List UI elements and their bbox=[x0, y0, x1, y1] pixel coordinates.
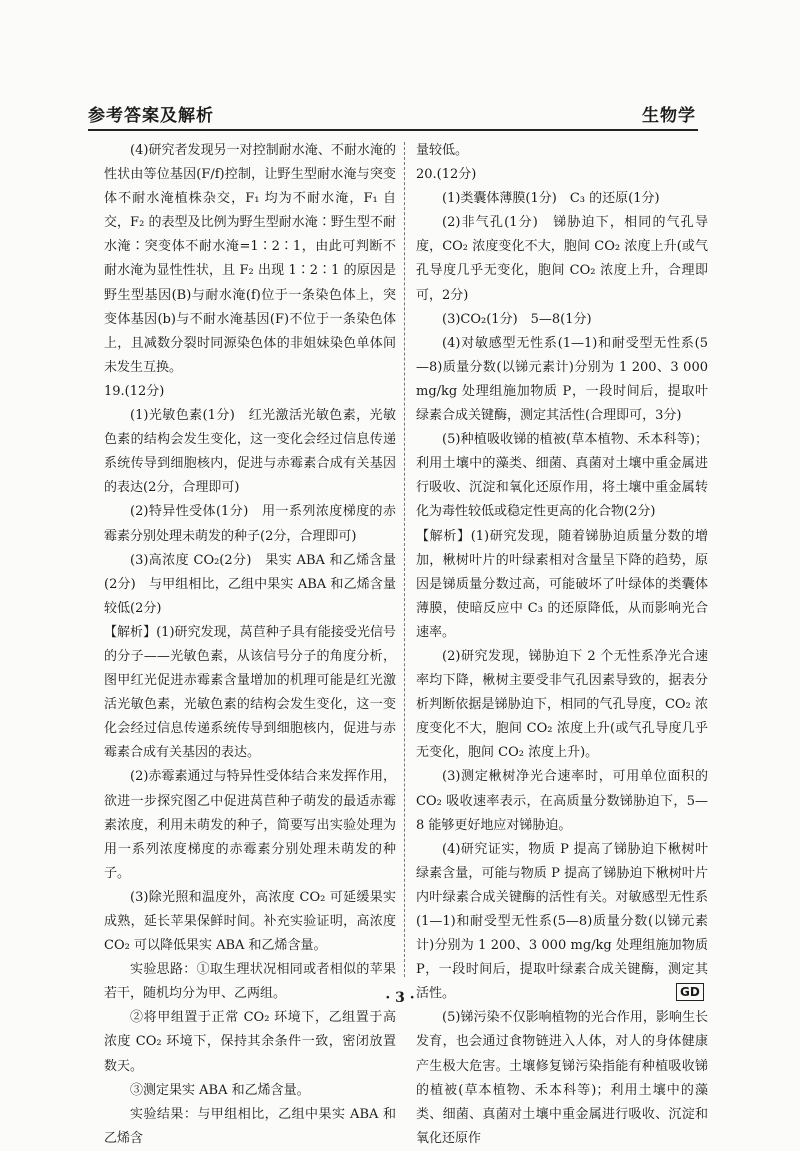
edition-badge: GD bbox=[676, 983, 704, 1001]
paragraph: (5)锑污染不仅影响植物的光合作用，影响生长发育，也会通过食物链进入人体，对人的身体健康产生极大危害。土壤修复锑污染指能有种植吸收锑的植被(草本植物、禾本科等)；利用土壤中的藻类、细菌、真菌对土壤中重金属进行吸收、沉淀和氧化还原作 bbox=[416, 1010, 708, 1146]
page-number: · 3 · bbox=[385, 990, 415, 1006]
paragraph: (4)研究证实，物质 P 提高了锑胁迫下楸树叶绿素含量，可能与物质 P 提高了锑胁迫下楸树叶片内叶绿素合成关键酶的活性有关。对敏感型无性系(1—1)和耐受型无性系(5—8)质量分数(以锑元素计)分别为 1 200、3 000 mg/kg 处理组施加物质 P，一段时间后，提取叶绿素合成关键酶，测定其活性。 bbox=[416, 841, 708, 1002]
paragraph: (3)CO₂(1分) 5—8(1分) bbox=[442, 311, 592, 327]
paragraph: 量较低。 bbox=[416, 143, 469, 158]
header-subject: 生物学 bbox=[642, 106, 696, 126]
question-number: 20.(12分) bbox=[416, 167, 477, 183]
question-number: 19.(12分) bbox=[104, 383, 165, 399]
paragraph: (3)高浓度 CO₂(2分) 果实 ABA 和乙烯含量(2分) 与甲组相比，乙组中果实 ABA 和乙烯含量较低(2分) bbox=[104, 552, 396, 616]
column-divider bbox=[404, 142, 405, 977]
paragraph: (2)非气孔(1分) 锑胁迫下，相同的气孔导度，CO₂ 浓度变化不大，胞间 CO₂ 浓度上升(或气孔导度几乎无变化，胞间 CO₂ 浓度上升，合理即可，2分) bbox=[416, 215, 708, 303]
paragraph: (4)对敏感型无性系(1—1)和耐受型无性系(5—8)质量分数(以锑元素计)分别为 1 200、3 000 mg/kg 处理组施加物质 P，一段时间后，提取叶绿素合成关键酶，测定其活性(合理即可，3分) bbox=[416, 335, 708, 424]
paragraph: ③测定果实 ABA 和乙烯含量。 bbox=[130, 1082, 310, 1098]
header-rule bbox=[88, 129, 698, 131]
paragraph: (2)研究发现，锑胁迫下 2 个无性系净光合速率均下降，楸树主要受非气孔因素导致的，据表分析判断依据是锑胁迫下，相同的气孔导度，CO₂ 浓度变化不大，胞间 CO₂ 浓度上升(或气孔导度几乎无变化，胞间 CO₂ 浓度上升)。 bbox=[416, 648, 708, 761]
paragraph: ②将甲组置于正常 CO₂ 环境下，乙组置于高浓度 CO₂ 环境下，保持其余条件一致，密闭放置数天。 bbox=[104, 1010, 396, 1074]
paragraph: (1)类囊体薄膜(1分) C₃ 的还原(1分) bbox=[442, 191, 660, 207]
paragraph: (4)研究者发现另一对控制耐水淹、不耐水淹的性状由等位基因(F/f)控制，让野生型耐水淹与突变体不耐水淹植株杂交，F₁ 均为不耐水淹，F₁ 自交，F₂ 的表型及比例为野生型耐水淹∶野生型不耐水淹∶突变体不耐水淹=1∶2∶1，由此可判断不耐水淹为显性性状，且 F₂ 出现 1∶2∶1 的原因是野生型基因(B)与耐水淹(f)位于一条染色体上，突变体基因(b)与不耐水淹基因(F)不位于一条染色体上，且减数分裂时同源染色体的非姐妹染色单体间未发生互换。 bbox=[104, 143, 396, 375]
left-column bbox=[104, 139, 396, 1151]
paragraph: (5)种植吸收锑的植被(草本植物、禾本科等)；利用土壤中的藻类、细菌、真菌对土壤中重金属进行吸收、沉淀和氧化还原作用，将土壤中重金属转化为毒性较低或稳定性更高的化合物(2分) bbox=[416, 432, 708, 520]
paragraph: (2)特异性受体(1分) 用一系列浓度梯度的赤霉素分别处理未萌发的种子(2分，合理即可) bbox=[104, 504, 396, 544]
page-header bbox=[88, 97, 698, 133]
paragraph: (3)除光照和温度外，高浓度 CO₂ 可延缓果实成熟，延长苹果保鲜时间。补充实验证明，高浓度 CO₂ 可以降低果实 ABA 和乙烯含量。 bbox=[104, 889, 396, 954]
paragraph: 实验思路：①取生理状况相同或者相似的苹果若干，随机均分为甲、乙两组。 bbox=[104, 962, 396, 1002]
paragraph: (3)测定楸树净光合速率时，可用单位面积的 CO₂ 吸收速率表示，在高质量分数锑胁迫下，5—8 能够更好地应对锑胁迫。 bbox=[416, 769, 708, 833]
analysis-paragraph: 【解析】(1)研究发现，随着锑胁迫质量分数的增加，楸树叶片的叶绿素相对含量呈下降的趋势，原因是锑质量分数过高，可能破坏了叶绿体的类囊体薄膜，使暗反应中 C₃ 的还原降低，从而影响光合速率。 bbox=[416, 528, 708, 640]
paragraph: (2)赤霉素通过与特异性受体结合来发挥作用，欲进一步探究图乙中促进莴苣种子萌发的最适赤霉素浓度，利用未萌发的种子，简要写出实验处理为用一系列浓度梯度的赤霉素分别处理未萌发的种子。 bbox=[104, 769, 396, 881]
right-column bbox=[416, 139, 708, 1151]
analysis-paragraph: 【解析】(1)研究发现，莴苣种子具有能接受光信号的分子——光敏色素，从该信号分子的角度分析，图甲红光促进赤霉素含量增加的机理可能是红光激活光敏色素，光敏色素的结构会发生变化，这一变化会经过信息传递系统传导到细胞核内，促进与赤霉素合成有关基因的表达。 bbox=[104, 624, 396, 761]
paragraph: (1)光敏色素(1分) 红光激活光敏色素，光敏色素的结构会发生变化，这一变化会经过信息传递系统传导到细胞核内，促进与赤霉素合成有关基因的表达(2分，合理即可) bbox=[104, 408, 396, 496]
paragraph: 实验结果：与甲组相比，乙组中果实 ABA 和乙烯含 bbox=[104, 1106, 396, 1146]
header-title: 参考答案及解析 bbox=[88, 106, 214, 126]
